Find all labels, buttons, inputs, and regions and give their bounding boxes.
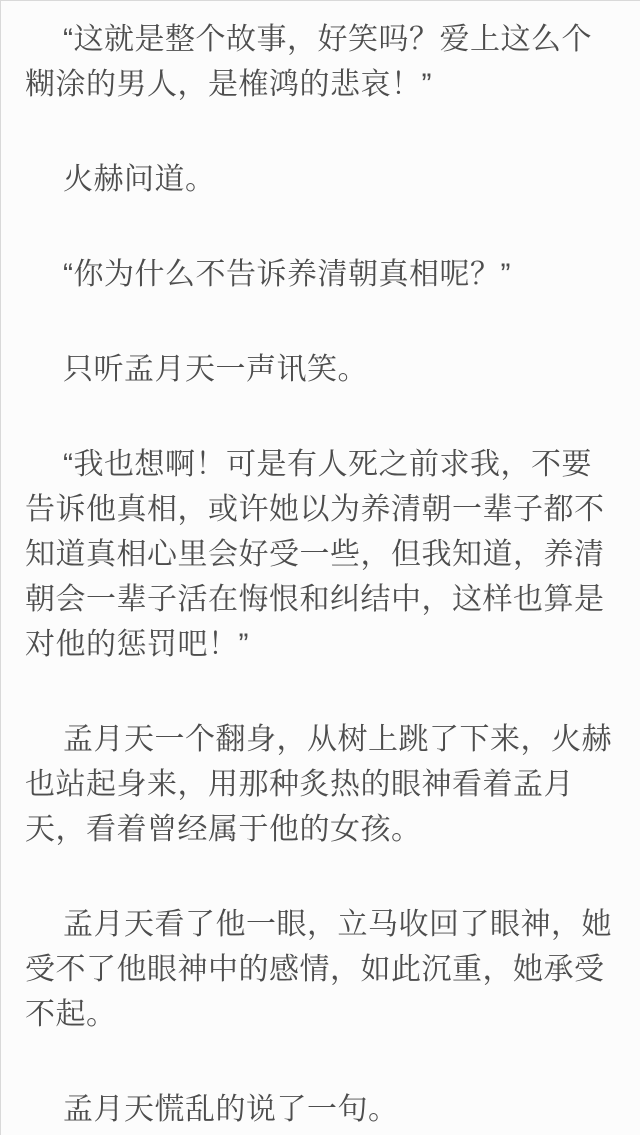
paragraph-narration-huohe-asks: 火赫问道。 <box>63 163 216 196</box>
paragraph-dialogue-story: “这就是整个故事，好笑吗？爱上这么个糊涂的男人，是榷鸿的悲哀！” <box>25 23 592 101</box>
paragraph-narration-sneer: 只听孟月天一声讯笑。 <box>63 353 368 386</box>
paragraph-narration-jump-from-tree: 孟月天一个翻身，从树上跳了下来，火赫也站起身来，用那种炙热的眼神看着孟月天，看着曾经属于他的女孩。 <box>25 723 612 846</box>
paragraph-dialogue-why-not-tell: “你为什么不告诉养清朝真相呢？” <box>63 258 511 291</box>
paragraph-narration-look-away: 孟月天看了他一眼，立马收回了眼神，她受不了他眼神中的感情，如此沉重，她承受不起。 <box>25 908 612 1031</box>
paragraph-narration-flustered-words: 孟月天慌乱的说了一句。 <box>63 1093 399 1126</box>
paragraph-dialogue-i-wanted-to: “我也想啊！可是有人死之前求我，不要告诉他真相，或许她以为养清朝一辈子都不知道真相心里会好受一些，但我知道，养清朝会一辈子活在悔恨和纠结中，这样也算是对他的惩罚吧！” <box>25 448 605 661</box>
